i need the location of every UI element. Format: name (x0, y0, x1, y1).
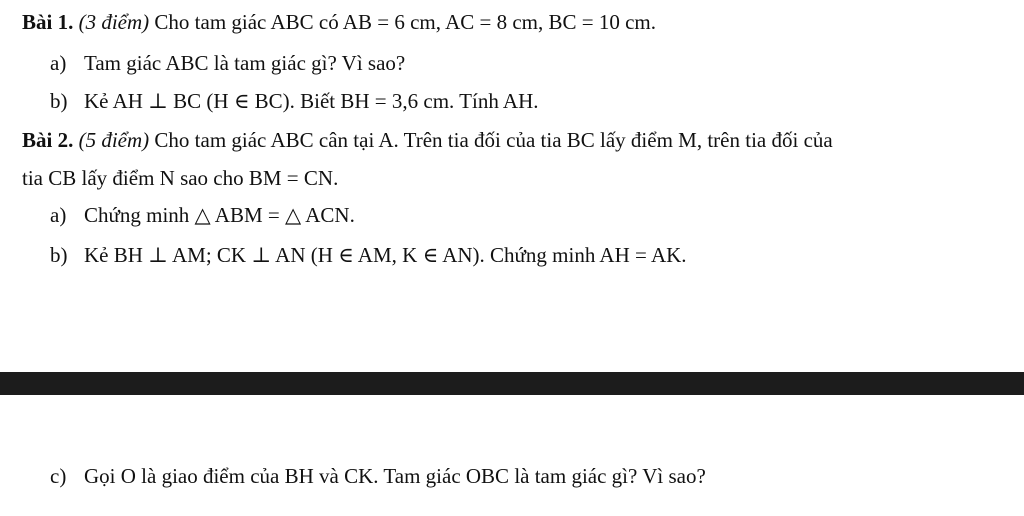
part-letter: b) (50, 243, 68, 267)
problem1-heading (22, 9, 656, 35)
part-letter: c) (50, 464, 67, 488)
part-letter: a) (50, 203, 67, 227)
part-text: Tam giác ABC là tam giác gì? Vì sao? (84, 51, 406, 75)
problem2-points: (5 điểm) (78, 128, 150, 152)
part-text: Kẻ BH ⊥ AM; CK ⊥ AN (H ∈ AM, K ∈ AN). Chứng minh AH = AK. (84, 243, 687, 267)
part-text: Kẻ AH ⊥ BC (H ∈ BC). Biết BH = 3,6 cm. Tính AH. (84, 89, 539, 113)
problem1-points: (3 điểm) (78, 10, 150, 34)
document-page-bottom (0, 395, 1024, 516)
problem2-part-c (50, 463, 706, 489)
problem2-statement-line1: Cho tam giác ABC cân tại A. Trên tia đối của tia BC lấy điểm M, trên tia đối của (149, 128, 833, 152)
problem1-part-b (50, 88, 539, 114)
part-text: Chứng minh △ ABM = △ ACN. (84, 203, 355, 227)
page-divider (0, 372, 1024, 395)
part-letter: a) (50, 51, 67, 75)
problem2-heading (22, 127, 833, 153)
problem2-part-a (50, 202, 355, 228)
problem1-part-a (50, 50, 405, 76)
part-text: Gọi O là giao điểm của BH và CK. Tam giác OBC là tam giác gì? Vì sao? (84, 464, 706, 488)
problem1-statement: Cho tam giác ABC có AB = 6 cm, AC = 8 cm, BC = 10 cm. (149, 10, 657, 34)
problem2-statement-line2: tia CB lấy điểm N sao cho BM = CN. (22, 166, 339, 190)
problem2-part-b (50, 242, 687, 268)
problem1-label: Bài 1. (22, 10, 74, 34)
part-letter: b) (50, 89, 68, 113)
problem2-label: Bài 2. (22, 128, 74, 152)
